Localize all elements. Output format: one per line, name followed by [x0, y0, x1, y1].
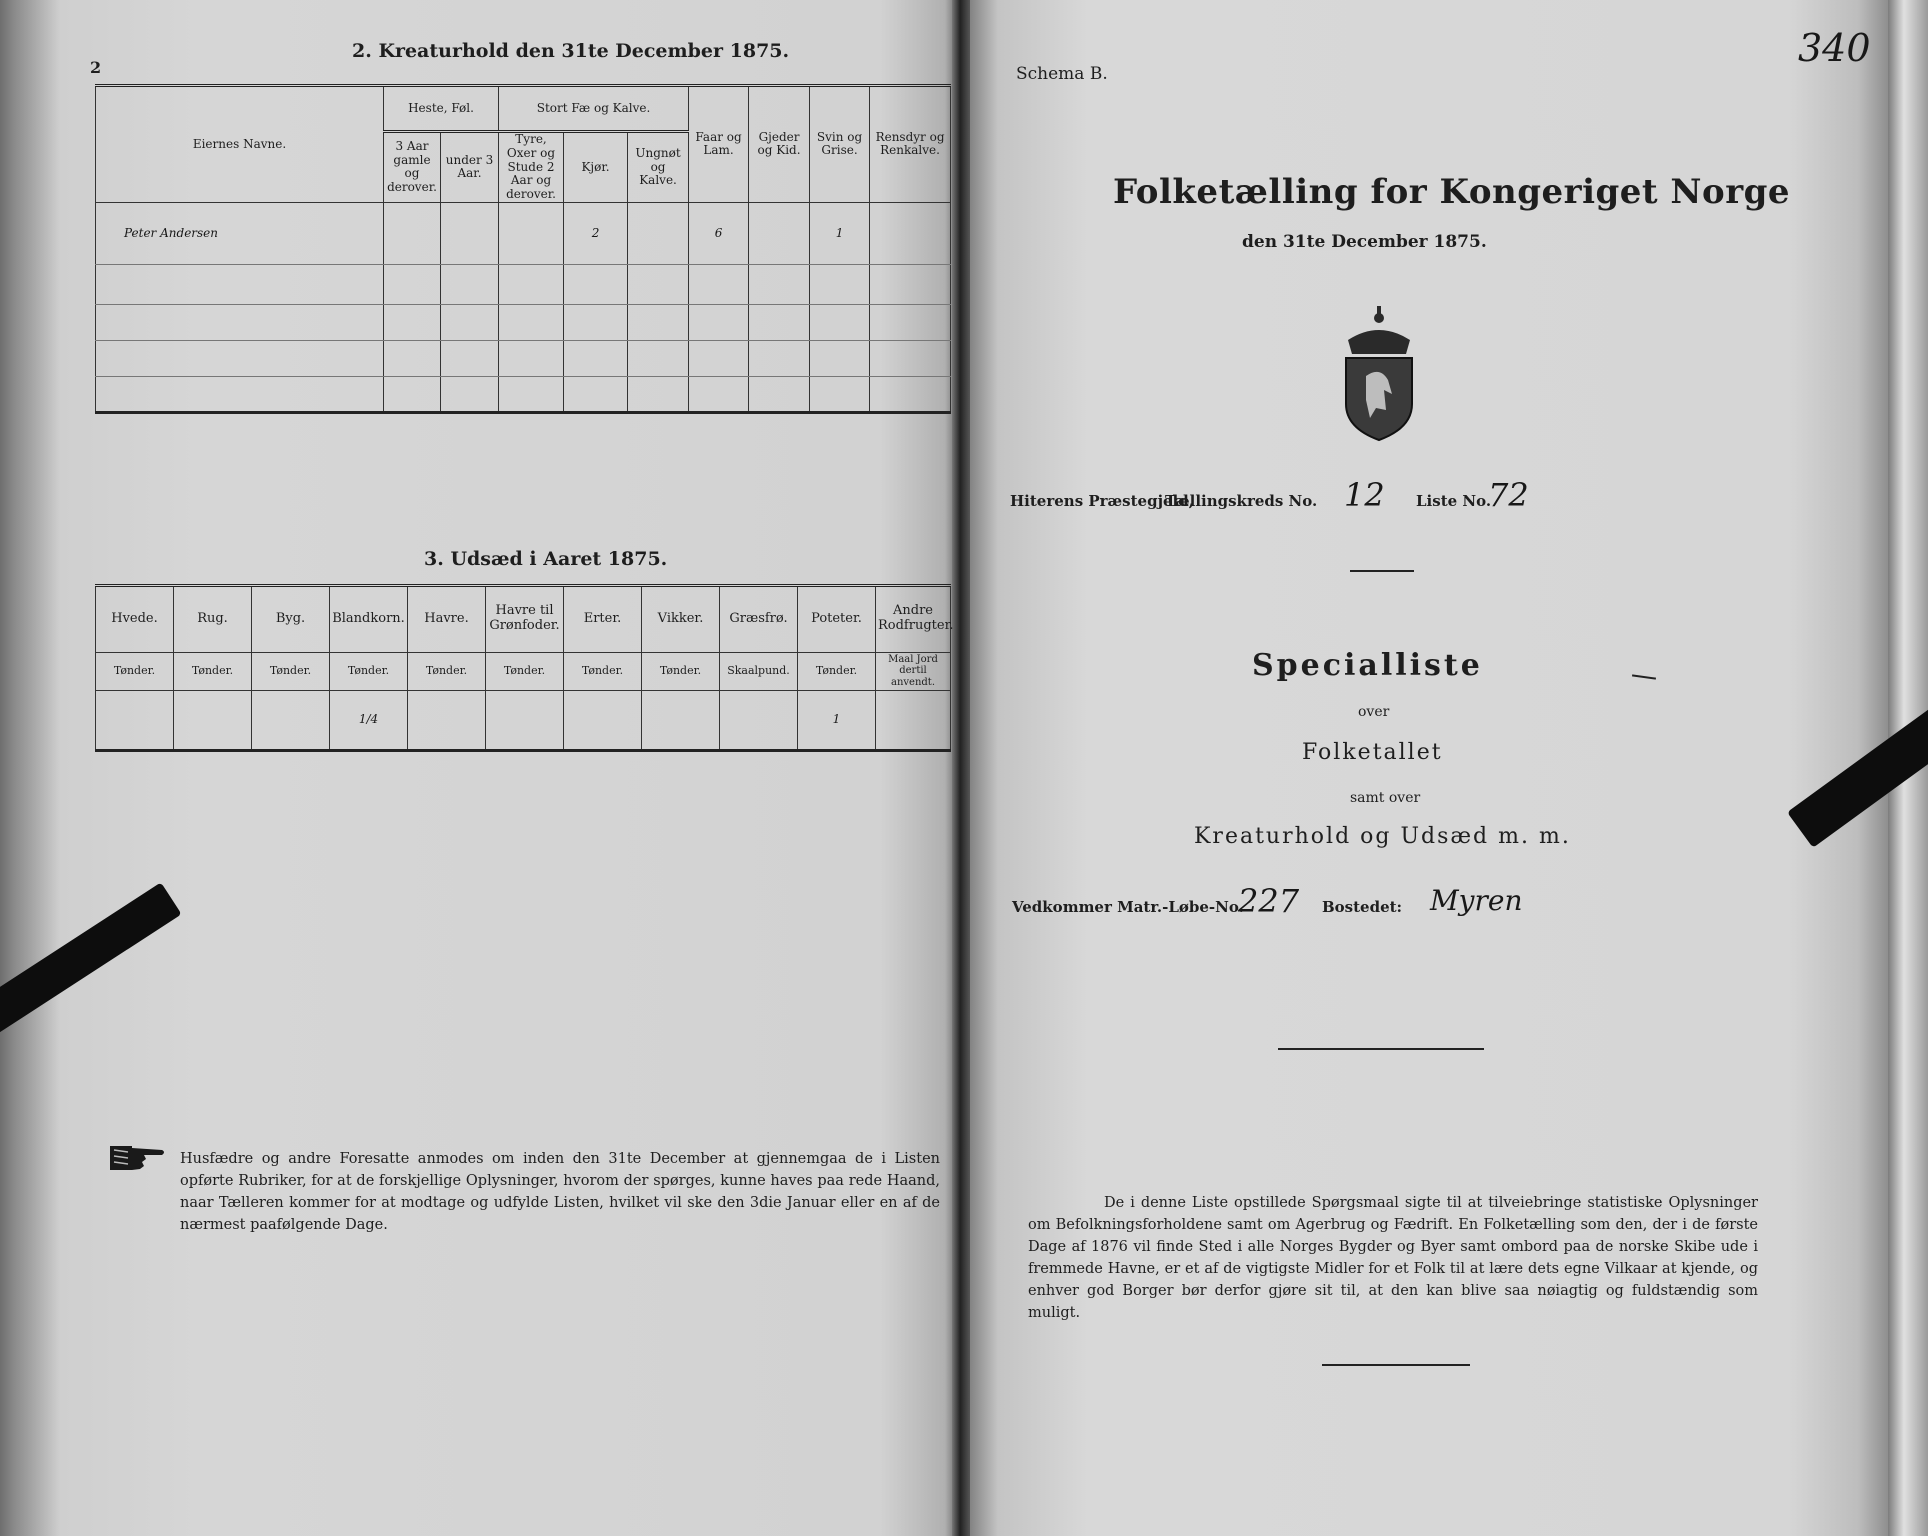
seed-unit-header: Tønder.: [486, 652, 564, 690]
special-list-heading: Specialliste: [1252, 648, 1483, 683]
matr-number: 227: [1238, 882, 1300, 920]
blandkorn-cell: 1/4: [330, 690, 408, 750]
table3-title: 3. Udsæd i Aaret 1875.: [424, 548, 668, 570]
seed-unit-header: Tønder.: [798, 652, 876, 690]
seed-unit-header: Skaalpund.: [720, 652, 798, 690]
seed-column-header: Byg.: [252, 586, 330, 653]
district-label: Tællingskreds No.: [1165, 492, 1318, 510]
sheep-cell: 6: [689, 202, 749, 264]
seed-column-header: Erter.: [564, 586, 642, 653]
seed-column-header: Græsfrø.: [720, 586, 798, 653]
owner-name-header: Eiernes Navne.: [96, 86, 384, 203]
cattle-cows-header: Kjør.: [564, 132, 628, 203]
list-number: 72: [1488, 476, 1529, 514]
parish-label: Hiterens Præstegjeld,: [1010, 492, 1194, 510]
seed-column-header: Vikker.: [642, 586, 720, 653]
samt-over-text: samt over: [1350, 790, 1421, 806]
table-row: [96, 304, 951, 340]
cattle-group-header: Stort Fæ og Kalve.: [499, 86, 689, 132]
seed-column-header: Hvede.: [96, 586, 174, 653]
horses-group-header: Heste, Føl.: [384, 86, 499, 132]
district-number: 12: [1344, 476, 1385, 514]
livestock-table: [95, 84, 951, 414]
seed-unit-header: Tønder.: [564, 652, 642, 690]
info-paragraph: De i denne Liste opstillede Spørgsmaal sigte til at tilveiebringe statistiske Oplysninger om Befolkningsforholdene samt om Agerbrug og Fædrift. En Folketælling som den, der i de første Dage af 1876 vil finde Sted i alle Norges Bygder og Byer samt ombord paa de norske Skibe ude i fremmede Havne, er et af de vigtigste Midler for et Folk til at lære dets egne Vilkaar at kjende, og enhver god Borger bør derfor gjøre sit til, at den kan blive saa nøiagtig og fuldstændig som muligt.: [1028, 1195, 1758, 1321]
seed-unit-header: Maal Jord dertil anvendt.: [876, 652, 951, 690]
notice-paragraph: Husfædre og andre Foresatte anmodes om inden den 31te December at gjennemgaa de i Listen opførte Rubriker, for at de forskjellige Oplysninger, hvorom der spørges, kunne haves paa rede Haand, naar Tælleren kommer for at modtage og udfylde Listen, hvilket vil ske den 3die Januar eller en af de nærmest paafølgende Dage.: [180, 1151, 940, 1233]
cattle-oxen-header: Tyre, Oxer og Stude 2 Aar og derover.: [499, 132, 564, 203]
seed-column-header: Blandkorn.: [330, 586, 408, 653]
seed-unit-header: Tønder.: [174, 652, 252, 690]
seed-unit-header: Tønder.: [642, 652, 720, 690]
schema-label: Schema B.: [1016, 64, 1108, 84]
pigs-header: Svin og Grise.: [810, 86, 870, 203]
bosted-label: Bostedet:: [1322, 898, 1403, 916]
bosted-value: Myren: [1430, 884, 1523, 917]
goats-header: Gjeder og Kid.: [749, 86, 810, 203]
seed-unit-header: Tønder.: [408, 652, 486, 690]
seed-unit-row: [96, 652, 951, 690]
seed-unit-header: Tønder.: [252, 652, 330, 690]
livestock-seed-text: Kreaturhold og Udsæd m. m.: [1194, 824, 1571, 849]
divider: [1350, 570, 1414, 572]
census-date: den 31te December 1875.: [1242, 232, 1487, 252]
cows-cell: 2: [564, 202, 628, 264]
seed-unit-header: Tønder.: [96, 652, 174, 690]
seed-header-row: [96, 586, 951, 653]
page-number: 340: [1798, 26, 1871, 70]
folketallet-text: Folketallet: [1302, 740, 1443, 765]
divider: [1322, 1364, 1470, 1366]
seed-table: [95, 584, 954, 752]
horses-old-header: 3 Aar gamle og derover.: [384, 132, 441, 203]
census-title: Folketælling for Kongeriget Norge: [1113, 172, 1791, 212]
seed-column-header: Havre.: [408, 586, 486, 653]
coat-of-arms-icon: [1336, 300, 1422, 442]
sheep-header: Faar og Lam.: [689, 86, 749, 203]
divider: [1278, 1048, 1484, 1050]
page-marker: 2: [90, 58, 102, 77]
seed-column-header: Poteter.: [798, 586, 876, 653]
table-row: [96, 690, 951, 750]
owner-name-cell: Peter Andersen: [96, 202, 384, 264]
book-spine: [952, 0, 970, 1536]
seed-column-header: Havre til Grønfoder.: [486, 586, 564, 653]
pigs-cell: 1: [810, 202, 870, 264]
reindeer-header: Rensdyr og Renkalve.: [870, 86, 951, 203]
table-row: [96, 264, 951, 304]
table-row: [96, 202, 951, 264]
horses-young-header: under 3 Aar.: [441, 132, 499, 203]
matr-label: Vedkommer Matr.-Løbe-No.: [1012, 898, 1244, 916]
list-label: Liste No.: [1416, 492, 1492, 510]
seed-column-header: Andre Rodfrugter.: [876, 586, 951, 653]
seed-unit-header: Tønder.: [330, 652, 408, 690]
table-row: [96, 376, 951, 412]
over-text: over: [1358, 704, 1390, 720]
cattle-young-header: Ungnøt og Kalve.: [628, 132, 689, 203]
table-row: [96, 340, 951, 376]
poteter-cell: 1: [798, 690, 876, 750]
pointing-hand-icon: [108, 1140, 168, 1176]
seed-column-header: Rug.: [174, 586, 252, 653]
table2-title: 2. Kreaturhold den 31te December 1875.: [352, 40, 790, 62]
